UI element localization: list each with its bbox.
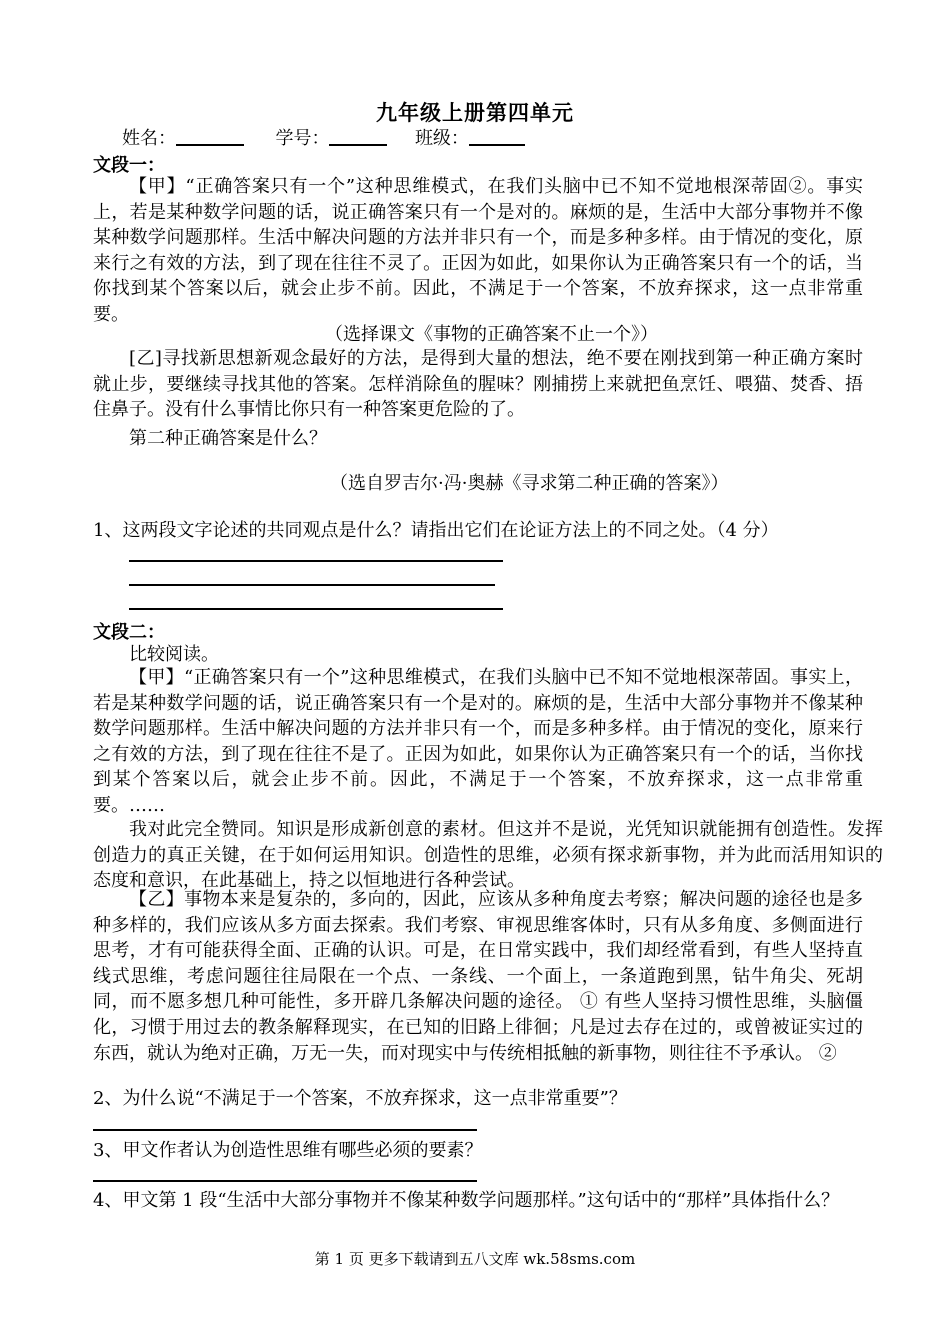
answer-line-1b[interactable] xyxy=(129,584,495,586)
class-blank[interactable] xyxy=(469,126,525,146)
section1-source-b: （选自罗吉尔·冯·奥赫《寻求第二种正确的答案》） xyxy=(330,473,729,494)
name-blank[interactable] xyxy=(176,126,244,146)
name-label: 姓名： xyxy=(122,128,176,149)
section1-passage-a: 【甲】“正确答案只有一个”这种思维模式，在我们头脑中已不知不觉地根深蒂固②。事实上，若是某种数学问题的话，说正确答案只有一个是对的。麻烦的是，生活中大部分事物并不像某种数学问题那样。生活中解决问题的方法并非只有一个，而是多种多样。由于情况的变化，原来行之有效的方法，到了现在往往不灵了。正因为如此，如果你认为正确答案只有一个的话，当你找到某个答案以后，就会止步不前。因此，不满足于一个答案，不放弃探求，这一点非常重要。 xyxy=(93,176,863,325)
section1-heading: 文段一： xyxy=(93,155,165,176)
answer-line-1c[interactable] xyxy=(129,608,503,610)
answer-line-1a[interactable] xyxy=(129,560,503,562)
section1-source-a: （选择课文《事物的正确答案不止一个》） xyxy=(325,324,658,345)
section2-para-3: 【乙】事物本来是复杂的，多向的，因此，应该从多种角度去考察；解决问题的途径也是多种多样的，我们应该从多方面去探索。我们考察、审视思维客体时，只有从多角度、多侧面进行思考，才有可能获得全面、正确的认识。可是，在日常实践中，我们却经常看到，有些人坚持直线式思维，考虑问题往往局限在一个点、一条线、一个面上，一条道跑到黑，钻牛角尖、死胡同，而不愿多想几种可能性，多开辟几条解决问题的途径。 ① 有些人坚持习惯性思维，头脑僵化，习惯于用过去的教条解释现实，在已知的旧路上徘徊；凡是过去存在过的，或曾被证实过的东西，就认为绝对正确，万无一失，而对现实中与传统相抵触的新事物，则往往不予承认。 ② xyxy=(93,889,863,1064)
page-title: 九年级上册第四单元 xyxy=(376,100,574,125)
section2-para-2: 我对此完全赞同。知识是形成新创意的素材。但这并不是说，光凭知识就能拥有创造性。发挥创造力的真正关键，在于如何运用知识。创造性的思维，必须有探求新事物，并为此而活用知识的态度和意识，在此基础上，持之以恒地进行各种尝试。 xyxy=(93,819,883,892)
page-footer: 第 1 页 更多下载请到五八文库 wk.58sms.com xyxy=(314,1250,636,1268)
question-4: 4、甲文第 1 段“生活中大部分事物并不像某种数学问题那样。”这句话中的“那样”具体指什么？ xyxy=(93,1190,840,1211)
id-label: 学号： xyxy=(275,128,330,149)
id-blank[interactable] xyxy=(329,126,387,146)
section1-passage-b-last: 第二种正确答案是什么？ xyxy=(129,428,327,449)
section2-para-1: 【甲】“正确答案只有一个”这种思维模式，在我们头脑中已不知不觉地根深蒂固。事实上，若是某种数学问题的话，说正确答案只有一个是对的。麻烦的是，生活中大部分事物并不像某种数学问题那样。生活中解决问题的方法并非只有一个，而是多种多样。由于情况的变化，原来行之有效的方法，到了现在往往不是了。正因为如此，如果你认为正确答案只有一个的话，当你找到某个答案以后，就会止步不前。因此，不满足于一个答案，不放弃探求，这一点非常重要。…… xyxy=(93,667,863,816)
question-2: 2、为什么说“不满足于一个答案，不放弃探求，这一点非常重要”？ xyxy=(93,1088,627,1109)
answer-line-2[interactable] xyxy=(93,1129,477,1131)
section2-heading: 文段二： xyxy=(93,622,165,643)
section2-intro: 比较阅读。 xyxy=(129,644,219,665)
answer-line-3[interactable] xyxy=(93,1180,477,1182)
class-label: 班级： xyxy=(414,128,469,149)
question-1: 1、这两段文字论述的共同观点是什么？请指出它们在论证方法上的不同之处。（4 分） xyxy=(93,520,779,541)
question-3: 3、甲文作者认为创造性思维有哪些必须的要素？ xyxy=(93,1140,483,1161)
student-info xyxy=(122,124,525,150)
section1-passage-b: [乙]寻找新思想新观念最好的方法，是得到大量的想法，绝不要在刚找到第一种正确方案时就止步，要继续寻找其他的答案。怎样消除鱼的腥味？刚捕捞上来就把鱼烹饪、喂猫、焚香、捂住鼻子。没有什么事情比你只有一种答案更危险的了。 xyxy=(93,348,863,421)
